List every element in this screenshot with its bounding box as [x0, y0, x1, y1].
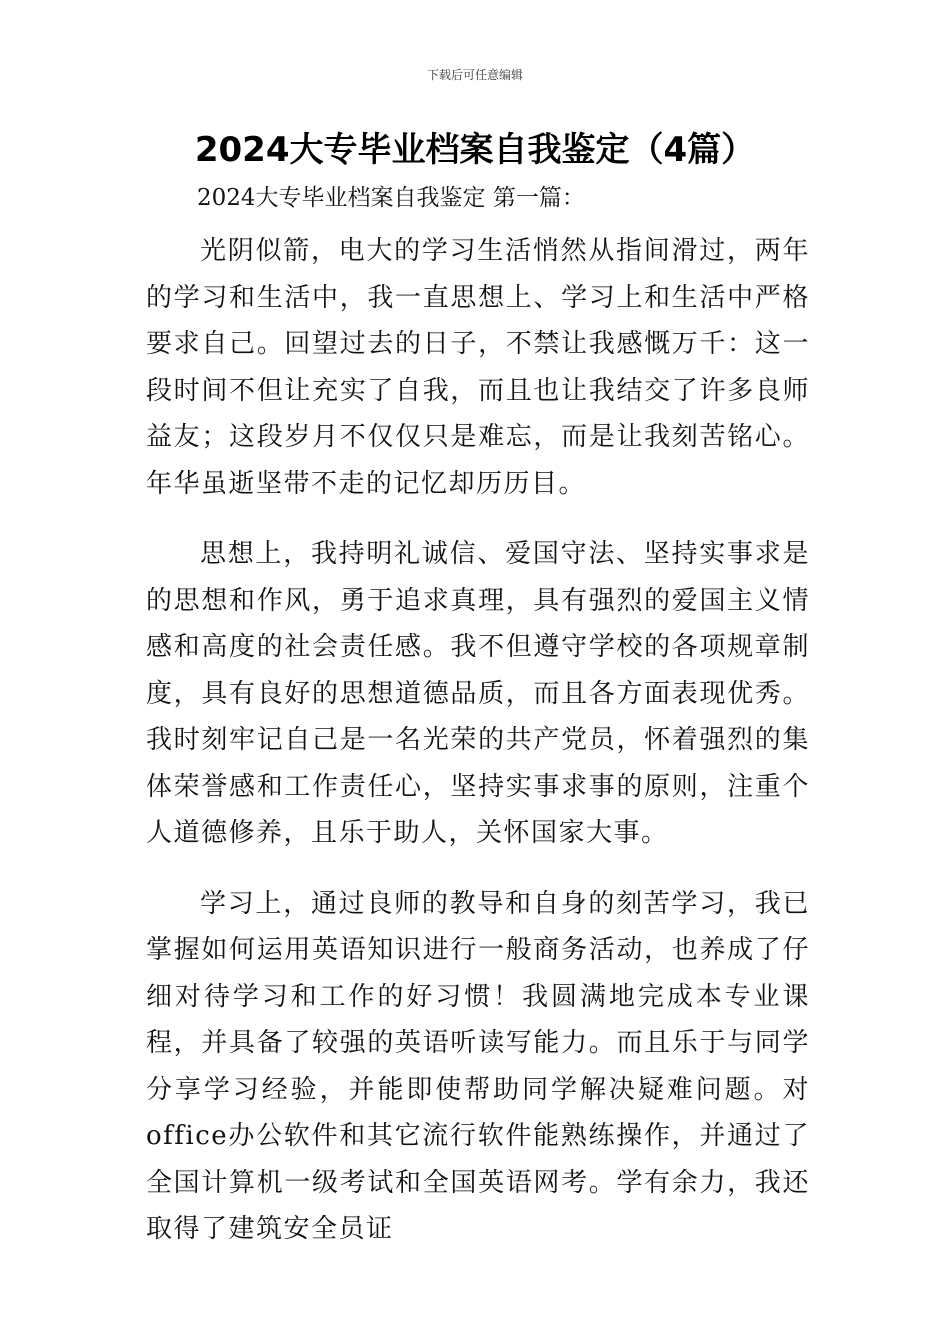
header-note: 下载后可任意编辑 [426, 68, 523, 82]
paragraph-1: 光阴似箭，电大的学习生活悄然从指间滑过，两年的学习和生活中，我一直思想上、学习上和生活中严格要求自己。回望过去的日子，不禁让我感慨万千：这一段时间不但让充实了自我，而且也让我结交了许多良师益友；这段岁月不仅仅只是难忘，而是让我刻苦铭心。年华虽逝坚带不走的记忆却历历目。 [146, 236, 810, 499]
document-title: 2024大专毕业档案自我鉴定（4篇） [194, 130, 756, 170]
paragraph-2: 思想上，我持明礼诚信、爱国守法、坚持实事求是的思想和作风，勇于追求真理，具有强烈的爱国主义情感和高度的社会责任感。我不但遵守学校的各项规章制度，具有良好的思想道德品质，而且各方面表现优秀。我时刻牢记自己是一名光荣的共产党员，怀着强烈的集体荣誉感和工作责任心，坚持实事求事的原则，注重个人道德修养，且乐于助人，关怀国家大事。 [146, 539, 810, 848]
paragraph-3: 学习上，通过良师的教导和自身的刻苦学习，我已掌握如何运用英语知识进行一般商务活动，也养成了仔细对待学习和工作的好习惯！我圆满地完成本专业课程，并具备了较强的英语听读写能力。而且乐于与同学分享学习经验，并能即使帮助同学解决疑难问题。对office办公软件和其它流行软件能熟练操作，并通过了全国计算机一级考试和全国英语网考。学有余力，我还取得了建筑安全员证 [146, 888, 810, 1244]
document-body [146, 228, 810, 1277]
document-subtitle: 2024大专毕业档案自我鉴定 第一篇： [197, 185, 585, 211]
